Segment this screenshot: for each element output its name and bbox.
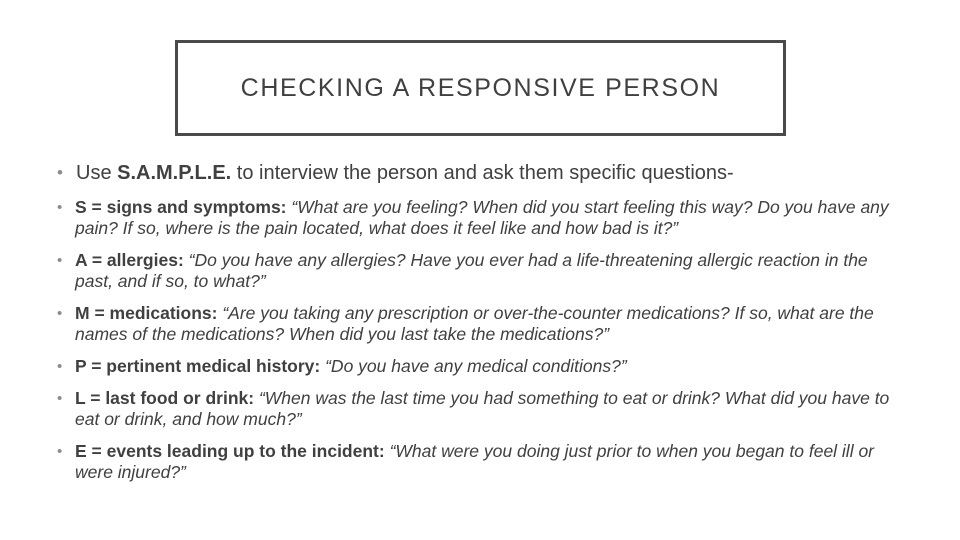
sample-list (57, 197, 907, 494)
list-item (57, 441, 907, 483)
item-question: “Do you have any allergies? Have you ever had a life-threatening allergic reaction in the past, and if so, to what?” (75, 250, 868, 291)
slide-title: CHECKING A RESPONSIVE PERSON (240, 73, 721, 102)
list-item (57, 250, 907, 292)
slide-title-box (175, 40, 786, 136)
item-question: “What were you doing just prior to when you began to feel ill or were injured?” (75, 441, 875, 482)
intro-suffix: to interview the person and ask them specific questions- (231, 162, 734, 184)
item-question: “What are you feeling? When did you start feeling this way? Do you have any pain? If so, where is the pain located, what does it feel like and how bad is it?” (75, 197, 889, 238)
item-question: “Are you taking any prescription or over-the-counter medications? If so, what are the names of the medications? When did you last take the medications?” (75, 303, 874, 344)
bullet-dot-icon: • (57, 358, 63, 375)
item-term: E = events leading up to the incident: (75, 441, 385, 461)
list-item (57, 356, 907, 377)
bullet-dot-icon: • (57, 390, 63, 407)
item-term: S = signs and symptoms: (75, 197, 287, 217)
intro-acronym: S.A.M.P.L.E. (117, 162, 232, 184)
bullet-dot-icon: • (57, 163, 63, 182)
item-term: P = pertinent medical history: (75, 356, 321, 376)
bullet-dot-icon: • (57, 443, 63, 460)
list-item (57, 303, 907, 345)
bullet-dot-icon: • (57, 199, 63, 216)
intro-line (57, 161, 937, 185)
item-term: M = medications: (75, 303, 218, 323)
intro-prefix: Use (76, 162, 118, 184)
list-item (57, 388, 907, 430)
list-item (57, 197, 907, 239)
bullet-dot-icon: • (57, 305, 63, 322)
intro-text (57, 161, 734, 185)
bullet-dot-icon: • (57, 252, 63, 269)
item-question: “When was the last time you had something to eat or drink? What did you have to eat or drink, and how much?” (75, 388, 890, 429)
item-question: “Do you have any medical conditions?” (325, 356, 627, 376)
item-term: L = last food or drink: (75, 388, 255, 408)
item-term: A = allergies: (75, 250, 184, 270)
